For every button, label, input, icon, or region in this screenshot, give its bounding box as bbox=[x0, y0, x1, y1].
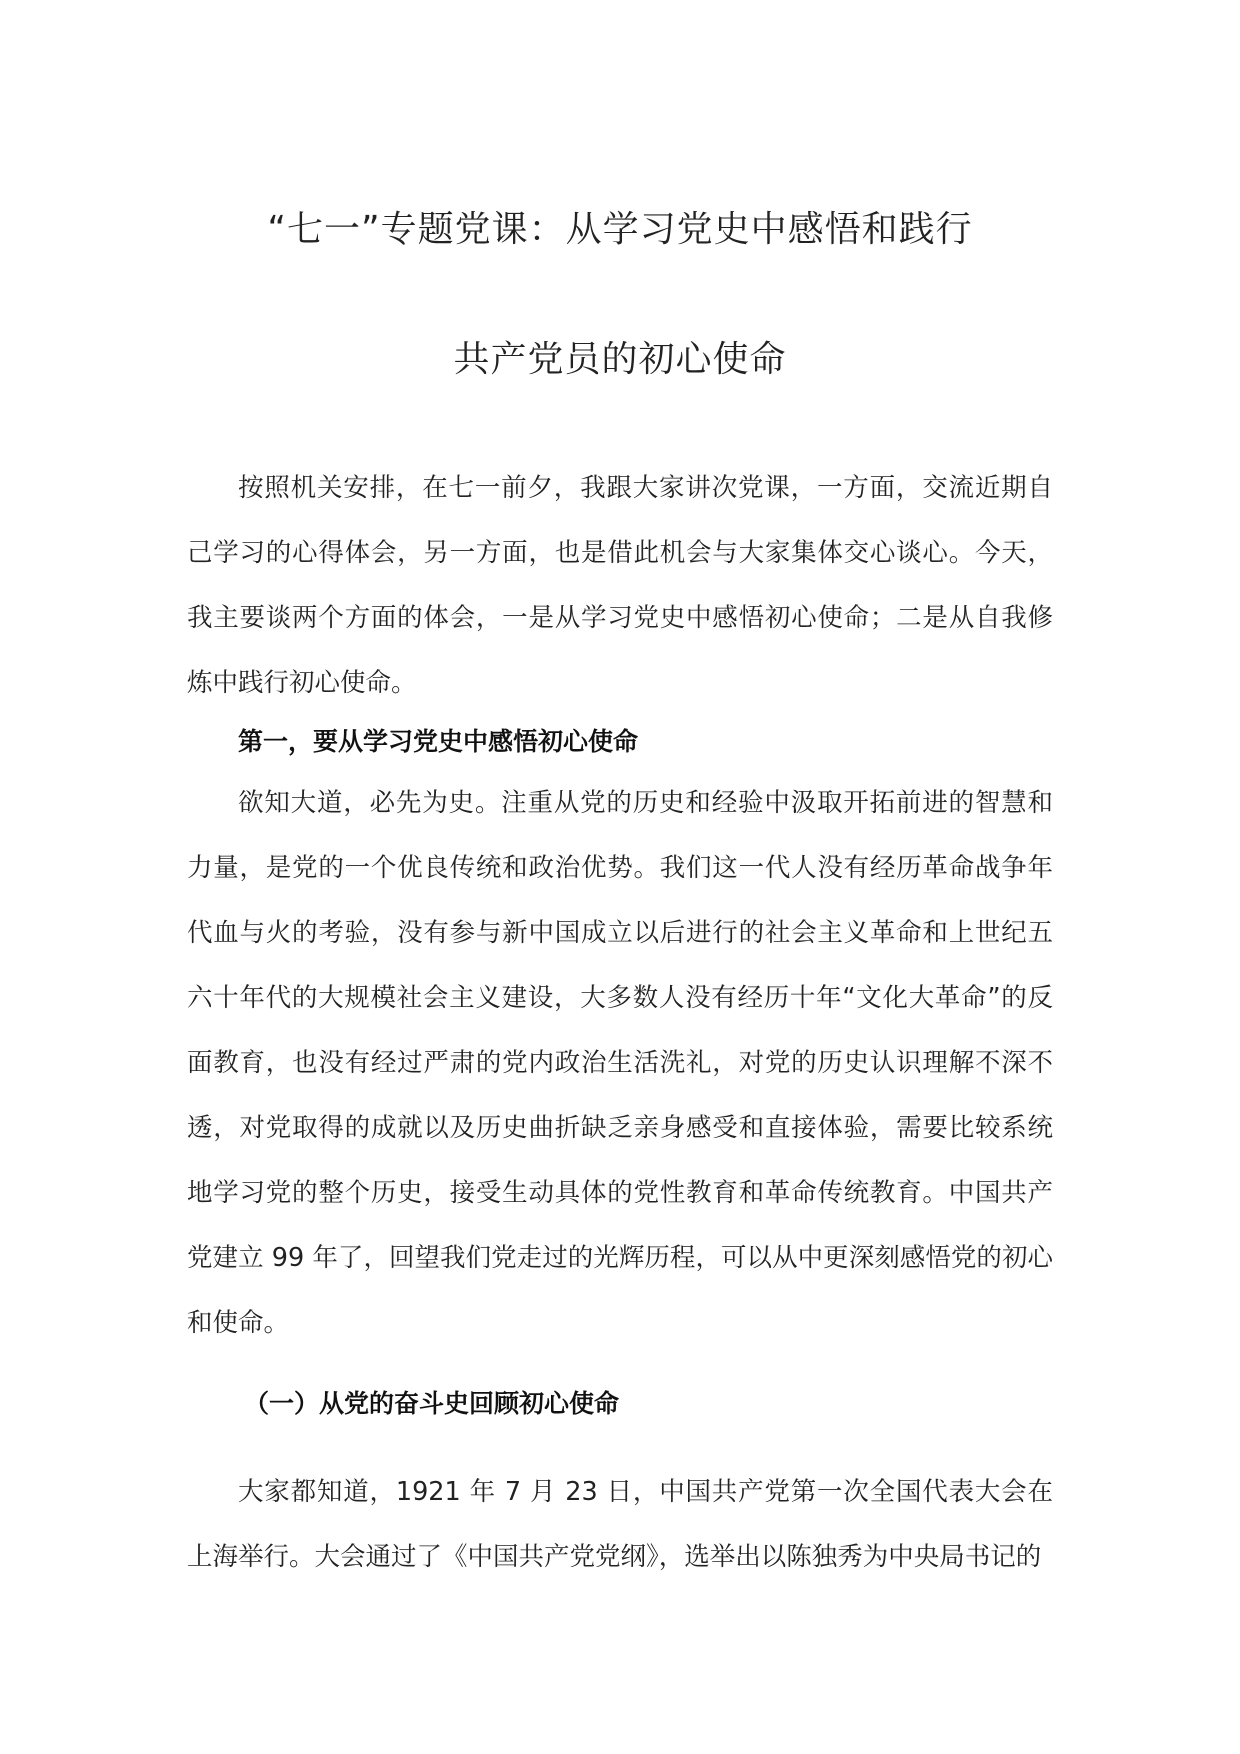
document-title-line-1: “七一”专题党课：从学习党史中感悟和践行 bbox=[267, 209, 973, 250]
section-first bbox=[187, 722, 1053, 762]
founding-section bbox=[187, 1460, 1053, 1590]
subsection-heading-one: （一）从党的奋斗史回顾初心使命 bbox=[244, 1389, 620, 1418]
history-section bbox=[187, 771, 1053, 1356]
subsection-one bbox=[187, 1384, 1053, 1424]
founding-paragraph: 大家都知道，1921 年 7 月 23 日，中国共产党第一次全国代表大会在上海举行。大会通过了《中国共产党党纲》，选举出以陈独秀为中央局书记的 bbox=[187, 1477, 1053, 1572]
intro-paragraph: 按照机关安排，在七一前夕，我跟大家讲次党课，一方面，交流近期自己学习的心得体会，另一方面，也是借此机会与大家集体交心谈心。今天，我主要谈两个方面的体会，一是从学习党史中感悟初心使命；二是从自我修炼中践行初心使命。 bbox=[187, 473, 1053, 698]
history-paragraph: 欲知大道，必先为史。注重从党的历史和经验中汲取开拓前进的智慧和力量，是党的一个优良传统和政治优势。我们这一代人没有经历革命战争年代血与火的考验，没有参与新中国成立以后进行的社会主义革命和上世纪五六十年代的大规模社会主义建设，大多数人没有经历十年“文化大革命”的反面教育，也没有经过严肃的党内政治生活洗礼，对党的历史认识理解不深不透，对党取得的成就以及历史曲折缺乏亲身感受和直接体验，需要比较系统地学习党的整个历史，接受生动具体的党性教育和革命传统教育。中国共产党建立 99 年了，回望我们党走过的光辉历程，可以从中更深刻感悟党的初心和使命。 bbox=[187, 788, 1053, 1338]
document-title-line-2: 共产党员的初心使命 bbox=[453, 339, 787, 380]
section-heading-first: 第一，要从学习党史中感悟初心使命 bbox=[238, 727, 639, 756]
intro-section bbox=[187, 456, 1053, 716]
